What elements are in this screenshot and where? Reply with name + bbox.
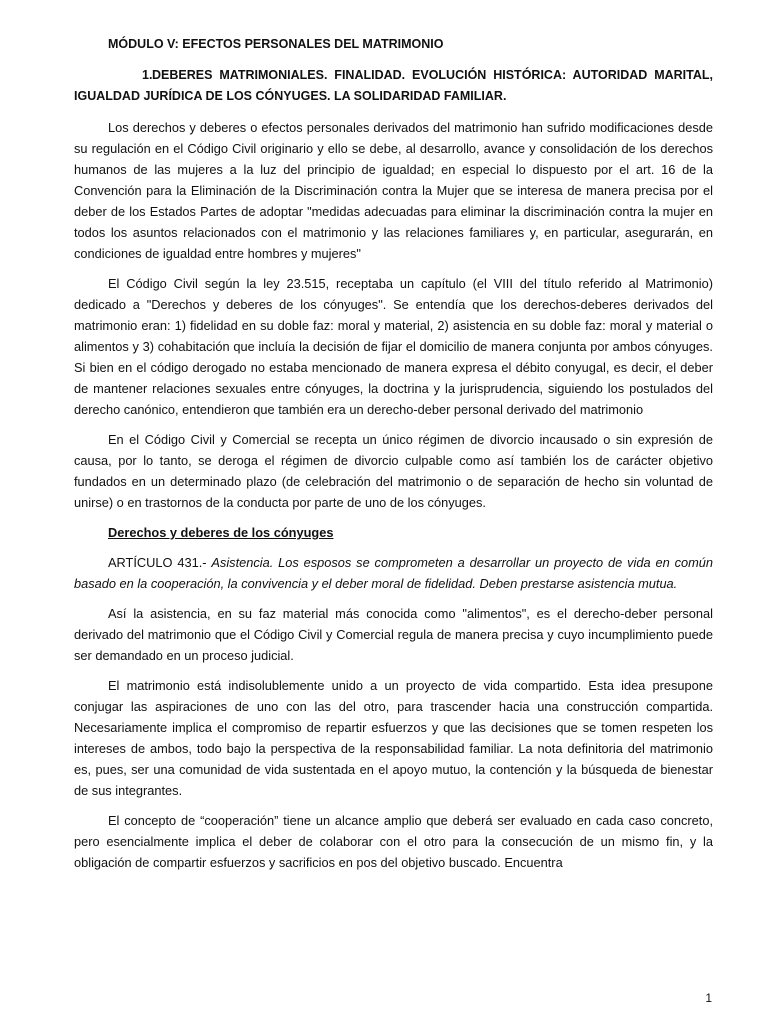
module-title: MÓDULO V: EFECTOS PERSONALES DEL MATRIMONIO [108,37,444,51]
subheading-derechos-deberes: Derechos y deberes de los cónyuges [108,525,334,540]
paragraph-3: En el Código Civil y Comercial se recepta un único régimen de divorcio incausado o sin expresión de causa, por lo tanto, se deroga el régimen de divorcio culpable como así también los de carácter objetivo fundados en un determinado plazo (de celebración del matrimonio o de separación de hecho sin voluntad de unirse) o en trastornos de la conducta por parte de uno de los cónyuges. [74,432,713,510]
document-page [74,34,713,882]
paragraph-4: Así la asistencia, en su faz material más conocida como "alimentos", es el derecho-deber personal derivado del matrimonio que el Código Civil y Comercial regula de manera precisa y cuyo incumplimiento puede ser demandado en un proceso judicial. [74,606,713,663]
section-title-text: DEBERES MATRIMONIALES. FINALIDAD. EVOLUCIÓN HISTÓRICA: AUTORIDAD MARITAL, IGUALDAD JURÍDICA DE LOS CÓNYUGES. LA SOLIDARIDAD FAMILIAR. [74,68,713,103]
article-text: Asistencia. Los esposos se comprometen a desarrollar un proyecto de vida en común basado en la cooperación, la convivencia y el deber moral de fidelidad. Deben prestarse asistencia mutua. [74,555,713,591]
article-label: ARTÍCULO 431.- [108,555,207,570]
paragraph-5: El matrimonio está indisolublemente unido a un proyecto de vida compartido. Esta idea presupone conjugar las aspiraciones de uno con las del otro, para trascender hacia una construcción compartida. Necesariamente implica el compromiso de repartir esfuerzos y que las decisiones que se tomen respeten los intereses de ambos, todo bajo la perspectiva de la responsabilidad familiar. La nota definitoria del matrimonio es, pues, ser una comunidad de vida sustentada en el apoyo mutuo, la contención y la búsqueda de bienestar de sus integrantes. [74,678,713,798]
paragraph-2: El Código Civil según la ley 23.515, receptaba un capítulo (el VIII del título referido al Matrimonio) dedicado a "Derechos y deberes de los cónyuges". Se entendía que los derechos-deberes derivados del matrimonio eran: 1) fidelidad en su doble faz: moral y material, 2) asistencia en su doble faz: moral y material o alimentos y 3) cohabitación que incluía la decisión de fijar el domicilio de manera conjunta por ambos cónyuges. Si bien en el código derogado no estaba mencionado de manera expresa el débito conyugal, es decir, el deber de mantener relaciones sexuales entre cónyuges, la doctrina y la jurisprudencia, siguiendo los postulados del derecho canónico, entendieron que también era un derecho-deber personal derivado del matrimonio [74,276,713,417]
paragraph-6: El concepto de “cooperación” tiene un alcance amplio que deberá ser evaluado en cada caso concreto, pero esencialmente implica el deber de colaborar con el otro para la consecución de un mismo fin, y la obligación de compartir esfuerzos y sacrificios en pos del objetivo buscado. Encuentra [74,813,713,870]
section-title [74,65,713,107]
article-431 [74,552,713,594]
section-number: 1. [142,68,153,82]
paragraph-1: Los derechos y deberes o efectos personales derivados del matrimonio han sufrido modificaciones desde su regulación en el Código Civil originario y ello se debe, al desarrollo, avance y consolidación de los derechos humanos de las mujeres a la luz del principio de igualdad; en especial lo dispuesto por el art. 16 de la Convención para la Eliminación de la Discriminación contra la Mujer que se interesa de manera precisa por el deber de los Estados Partes de adoptar "medidas adecuadas para eliminar la discriminación contra la mujer en todos los asuntos relacionados con el matrimonio y las relaciones familiares y, en particular, asegurarán, en condiciones de igualdad entre hombres y mujeres" [74,120,713,261]
page-number: 1 [705,991,712,1005]
